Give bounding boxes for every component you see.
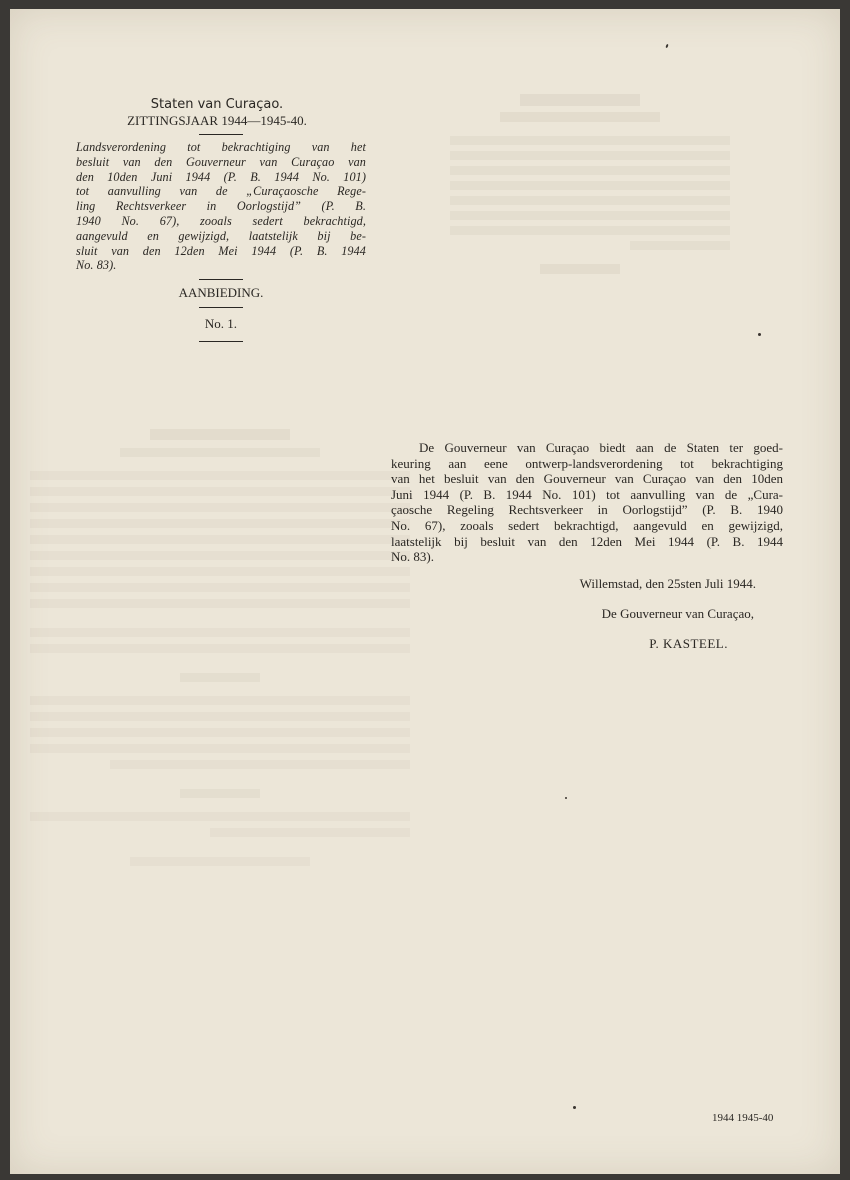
description-line: den 10den Juni 1944 (P. B. 1944 No. 101) [76,169,366,184]
paragraph-line: De Gouverneur van Curaçao biedt aan de Staten ter goed- [419,440,783,455]
paragraph-line: keuring aan eene ontwerp-landsverordening tot bekrachtiging [391,455,783,471]
show-through-decoration [430,94,730,314]
document-number: No. 1. [204,316,238,332]
paper-speck [758,333,761,336]
divider [199,307,243,308]
document-label: AANBIEDING. [178,285,264,301]
paragraph-line: laatstelijk bij besluit van den 12den Mei 1944 (P. B. 1944 [391,533,783,549]
paragraph-line: çaosche Regeling Rechtsverkeer in Oorlogstijd” (P. B. 1940 [391,502,783,518]
paragraph-line: Juni 1944 (P. B. 1944 No. 101) tot aanvulling van de „Cura- [391,486,783,502]
description-line: tot aanvulling van de „Curaçaosche Rege- [76,184,366,199]
description-line: aangevuld en gewijzigd, laatstelijk bij be- [76,228,366,243]
session-year: ZITTINGSJAAR 1944—1945-40. [127,113,307,128]
paragraph-line: van het besluit van den Gouverneur van Curaçao van den 10den [391,471,783,487]
paragraph-line: No. 83). [391,549,434,565]
description-line: Landsverordening tot bekrachtiging van het [76,140,366,154]
ordinance-description [76,140,366,273]
header-block [76,97,366,342]
signatory-title: De Gouverneur van Curaçao, [601,606,754,621]
document-page [10,9,840,1174]
paper-speck [665,44,668,48]
signatory-name: P. KASTEEL. [649,636,728,651]
description-line: besluit van den Gouverneur van Curaçao van [76,154,366,169]
description-line: No. 83). [76,258,117,273]
description-line: ling Rechtsverkeer in Oorlogstijd” (P. B. [76,199,366,214]
divider [199,134,243,135]
description-line: 1940 No. 67), zooals sedert bekrachtigd, [76,213,366,228]
offer-paragraph [391,440,783,565]
paper-speck [573,1106,576,1109]
paper-speck [565,797,567,799]
document-code: 1944 1945-40 [712,1112,774,1124]
divider [199,341,243,342]
description-line: sluit van den 12den Mei 1944 (P. B. 1944 [76,243,366,258]
show-through-decoration-2 [30,429,410,909]
divider [199,279,243,280]
issuer-title: Staten van Curaçao. [150,97,284,112]
paragraph-line: No. 67), zooals sedert bekrachtigd, aangevuld en gewijzigd, [391,517,783,533]
place-date: Willemstad, den 25sten Juli 1944. [579,576,756,591]
